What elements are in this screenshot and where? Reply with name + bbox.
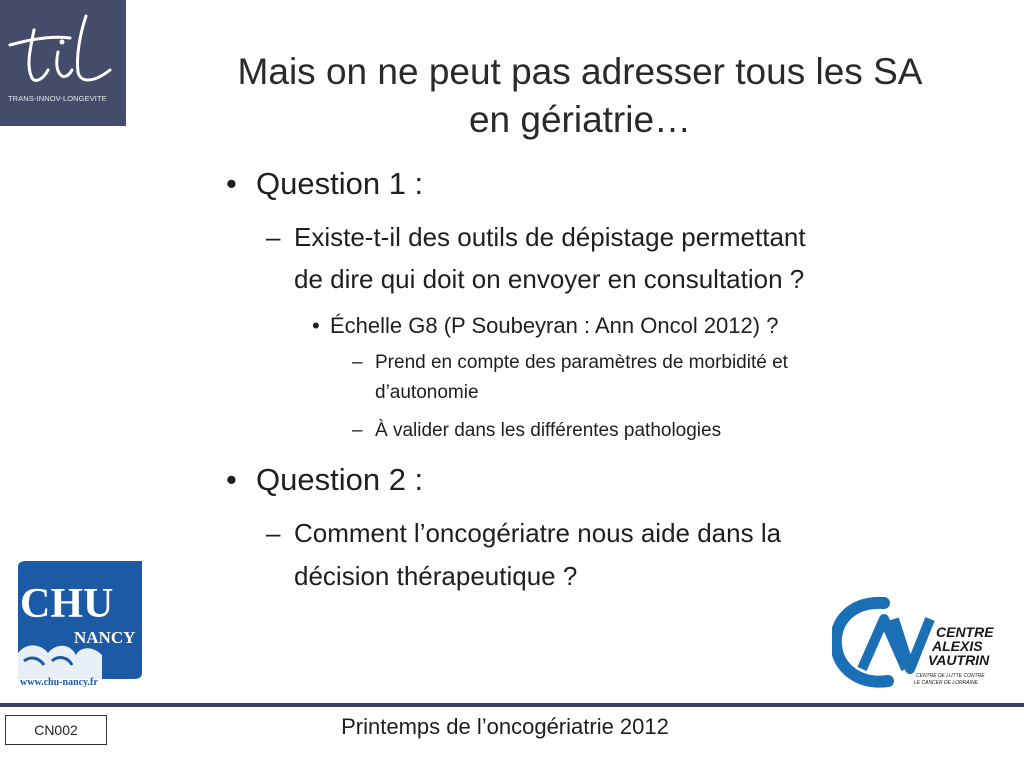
footer-event-title: Printemps de l’oncogériatrie 2012 — [341, 714, 669, 739]
chu-nancy-logo — [18, 561, 142, 687]
dash-icon: – — [352, 420, 363, 441]
cav-line-3: VAUTRIN — [928, 652, 990, 668]
question-2-sub-line-2: décision thérapeutique ? — [294, 561, 578, 591]
title-line-1: Mais on ne peut pas adresser tous les SA — [237, 51, 923, 92]
centre-alexis-vautrin-logo — [832, 595, 1010, 690]
bullet-dot-icon: • — [226, 462, 237, 497]
bullet-dot-icon: • — [226, 166, 237, 201]
cav-sub-1: CENTRE DE LUTTE CONTRE — [916, 673, 985, 679]
chu-url: www.chu-nancy.fr — [20, 677, 98, 687]
question-1: Question 1 : — [256, 166, 424, 201]
dash-icon: – — [266, 222, 281, 252]
question-1-point: Échelle G8 (P Soubeyran : Ann Oncol 2012) ? — [330, 313, 779, 338]
question-1-sub-line-1: Existe-t-il des outils de dépistage permettant — [294, 222, 806, 252]
til-caption: TRANS-INNOV-LONGEVITE — [8, 94, 107, 103]
footer-divider — [0, 703, 1024, 707]
question-1-sub-line-2: de dire qui doit on envoyer en consultation ? — [294, 264, 805, 294]
detail-1-line-2: d’autonomie — [375, 382, 479, 403]
cav-line-1: CENTRE — [936, 624, 994, 640]
detail-2: À valider dans les différentes pathologies — [375, 420, 722, 441]
chu-city: NANCY — [74, 628, 136, 647]
question-2-sub-line-1: Comment l’oncogériatre nous aide dans la — [294, 518, 782, 548]
cav-sub-2: LE CANCER DE LORRAINE — [914, 680, 978, 686]
dash-icon: – — [266, 518, 281, 548]
dash-icon: – — [352, 352, 363, 373]
title-line-2: en gériatrie… — [468, 99, 692, 140]
slide-code: CN002 — [5, 715, 107, 745]
chu-name: CHU — [20, 581, 114, 627]
cav-line-2: ALEXIS — [932, 638, 983, 654]
question-2: Question 2 : — [256, 462, 424, 497]
bullet-dot-icon: • — [312, 313, 320, 338]
detail-1-line-1: Prend en compte des paramètres de morbidité et — [375, 352, 788, 373]
